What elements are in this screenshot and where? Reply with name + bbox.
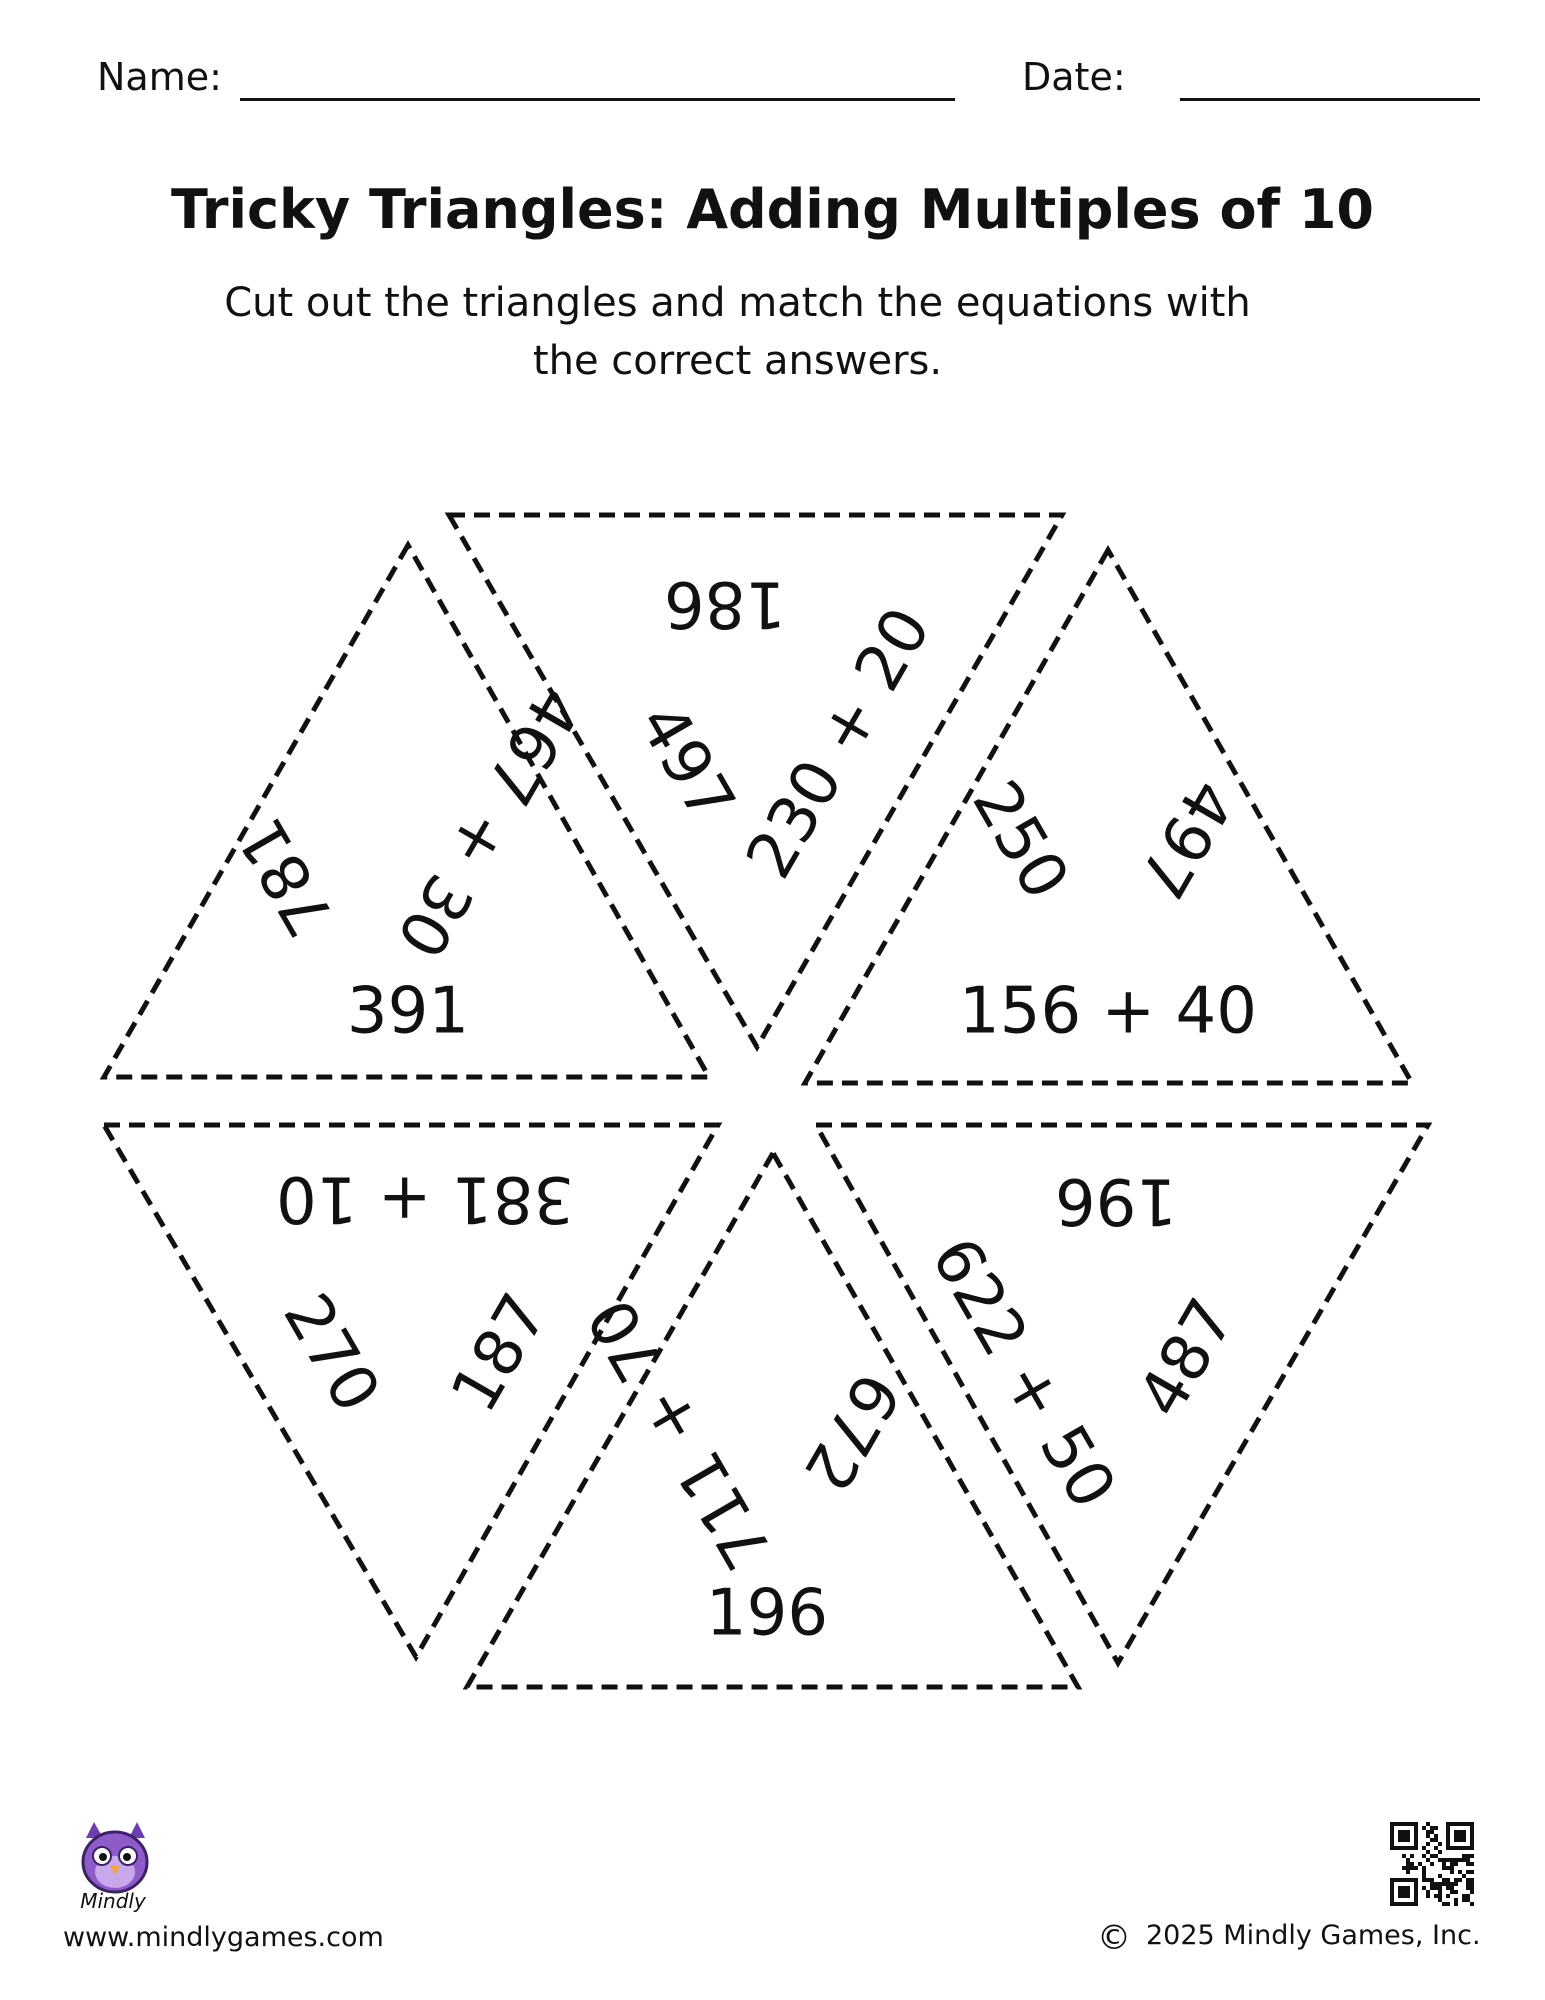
instruction-line-2: the correct answers. (532, 338, 943, 384)
logo-wordmark: Mindly (80, 1889, 146, 1913)
tri-ll-top-label: 381 + 10 (276, 1161, 574, 1236)
page-title: Tricky Triangles: Adding Multiples of 10 (170, 178, 1374, 241)
tri-ll-left-label: 270 (268, 1281, 394, 1425)
tri-lr-right-label: 487 (1124, 1286, 1250, 1430)
tri-ul-bottom-label: 391 (346, 974, 470, 1049)
copyright-text: 2025 Mindly Games, Inc. (1146, 1920, 1481, 1951)
instruction-line-1: Cut out the triangles and match the equations with (224, 280, 1251, 326)
mindly-logo (80, 1822, 147, 1913)
tri-b-left-label: 711 + 70 (574, 1286, 788, 1582)
tri-ur-bottom-label: 156 + 40 (959, 974, 1257, 1049)
tri-ll-right-label: 187 (437, 1281, 563, 1425)
tri-ur-right-label: 497 (1122, 767, 1248, 911)
tri-top-right-label: 230 + 20 (732, 595, 946, 891)
tri-top-left-label: 497 (623, 691, 749, 835)
website-link[interactable]: www.mindlygames.com (63, 1922, 384, 1953)
tri-ul-right-label: 467 + 30 (381, 674, 595, 970)
qr-code[interactable] (1390, 1822, 1474, 1906)
tri-lr-left-label: 622 + 50 (916, 1225, 1130, 1521)
tri-b-right-label: 672 (788, 1360, 914, 1504)
tri-b-bottom-label: 196 (705, 1576, 829, 1651)
date-label: Date: (1022, 55, 1126, 99)
tri-lr-top-label: 196 (1054, 1163, 1178, 1238)
name-label: Name: (97, 55, 222, 99)
tri-ul-left-label: 781 (224, 805, 350, 949)
tri-top-top-label: 186 (663, 566, 787, 641)
tri-ur-left-label: 250 (957, 768, 1083, 912)
copyright-icon: © (1097, 1918, 1131, 1958)
